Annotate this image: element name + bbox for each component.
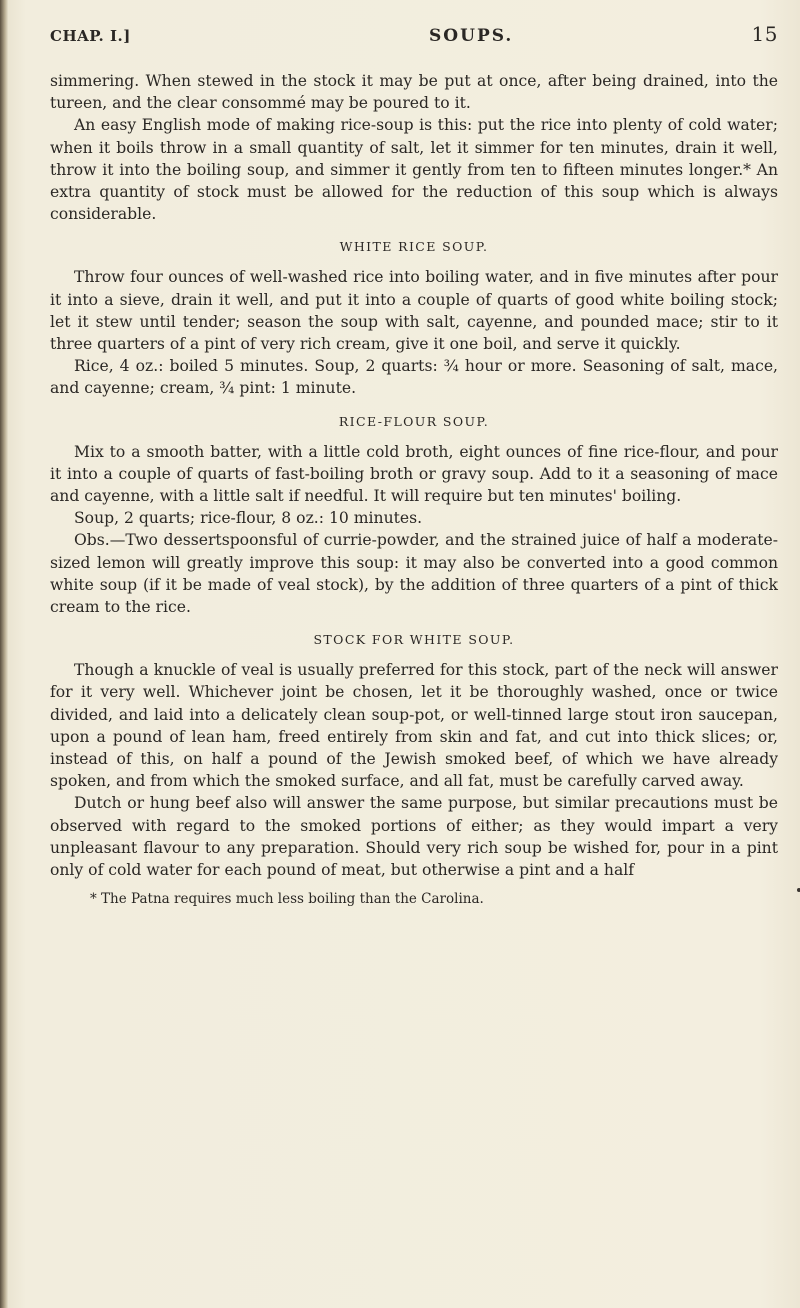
page-content bbox=[50, 22, 778, 909]
paragraph-white-rice-soup: Throw four ounces of well-washed rice into boiling water, and in five minutes after pour it into a sieve, drain it well, and put it into a couple of quarts of good white boiling stock; let it stew until tender; season the soup with salt, cayenne, and pounded mace; stir to it three quarters of a pint of very rich cream, give it one boil, and serve it quickly. bbox=[50, 268, 778, 354]
running-title: SOUPS. bbox=[429, 26, 514, 46]
heading-white-rice-soup: WHITE RICE SOUP. bbox=[339, 239, 489, 255]
paragraph-white-rice-soup-quantities: Rice, 4 oz.: boiled 5 minutes. Soup, 2 quarts: ¾ hour or more. Seasoning of salt, mace, and cayenne; cream, ¾ pint: 1 minute. bbox=[50, 357, 778, 398]
page-number: 15 bbox=[751, 22, 778, 46]
page-spine-shadow bbox=[0, 0, 8, 1308]
paragraph-stock-knuckle-of-veal: Though a knuckle of veal is usually preferred for this stock, part of the neck will answer for it very well. Whichever joint be chosen, let it be thoroughly washed, once or twice divided, and laid into a delicately clean soup-pot, or well-tinned large stout iron saucepan, upon a pound of lean ham, freed entirely from skin and fat, and cut into thick slices; or, instead of this, on half a pound of the Jewish smoked beef, of which we have already spoken, and from which the smoked surface, and all fat, must be carefully carved away. bbox=[50, 661, 778, 791]
paragraph-continued: simmering. When stewed in the stock it may be put at once, after being drained, into the tureen, and the clear consommé may be poured to it. bbox=[50, 72, 778, 113]
paragraph-english-rice-soup: An easy English mode of making rice-soup is this: put the rice into plenty of cold water; when it boils throw in a small quantity of salt, let it simmer for ten minutes, drain it well, throw it into the boiling soup, and simmer it gently from ten to fifteen minutes longer.* An extra quantity of stock must be allowed for the reduction of this soup which is always considerable. bbox=[50, 116, 778, 224]
paragraph-stock-dutch-beef: Dutch or hung beef also will answer the same purpose, but similar precautions must be observed with regard to the smoked portions of either; as they would impart a very unpleasant flavour to any preparation. Should very rich soup be wished for, pour in a pint only of cold water for each pound of meat, but otherwise a pint and a half bbox=[50, 794, 778, 880]
chapter-label: CHAP. I.] bbox=[50, 27, 131, 45]
heading-rice-flour-soup: RICE-FLOUR SOUP. bbox=[338, 413, 490, 429]
footnote: * The Patna requires much less boiling than the Carolina. bbox=[90, 891, 484, 908]
paragraph-rice-flour-soup-quantities: Soup, 2 quarts; rice-flour, 8 oz.: 10 minutes. bbox=[74, 509, 423, 528]
paragraph-obs: Obs.—Two dessertspoonsful of currie-powder, and the strained juice of half a moderate-sized lemon will greatly improve this soup: it may also be converted into a good common white soup (if it be made of veal stock), by the addition of three quarters of a pint of thick cream to the rice. bbox=[50, 531, 778, 617]
paragraph-rice-flour-soup: Mix to a smooth batter, with a little cold broth, eight ounces of fine rice-flour, and pour it into a couple of quarts of fast-boiling broth or gravy soup. Add to it a seasoning of mace and cayenne, with a little salt if needful. It will require but ten minutes' boiling. bbox=[50, 442, 778, 506]
heading-stock-for-white-soup: STOCK FOR WHITE SOUP. bbox=[313, 632, 515, 648]
running-header bbox=[50, 22, 778, 70]
